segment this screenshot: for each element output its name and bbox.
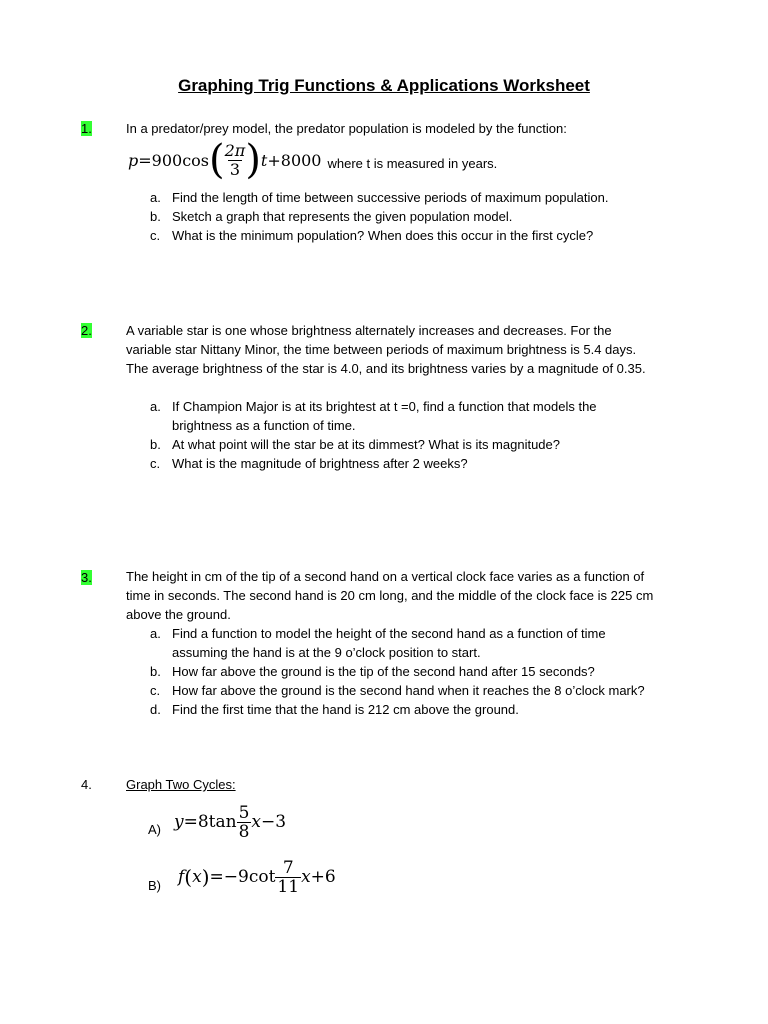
q2-item-b: At what point will the star be at its dimmest? What is its magnitude?: [172, 437, 561, 452]
q2-line-2: variable star Nittany Minor, the time between periods of maximum brightness is 5.4 days.: [126, 342, 637, 357]
q3-item-a: Find a function to model the height of the second hand as a function of time: [172, 626, 606, 641]
q3-item-b: How far above the ground is the tip of the second hand after 15 seconds?: [172, 664, 595, 679]
question-1-equation: [128, 136, 497, 184]
q1-item-a: Find the length of time between successive periods of maximum population.: [172, 190, 609, 205]
q2-item-c-letter: c.: [150, 456, 161, 471]
q4a-y: y: [174, 812, 184, 832]
question-2-number: 2.: [81, 323, 92, 338]
q3-item-a-letter: a.: [150, 626, 161, 641]
q4b-mid: =−9cot: [209, 867, 276, 887]
eq-where-note: where t is measured in years.: [327, 155, 498, 171]
eq-sign: =: [138, 150, 152, 170]
q3-line-2: time in seconds. The second hand is 20 cm long, and the middle of the clock face is 225 cm: [126, 588, 654, 603]
left-paren: (: [209, 137, 225, 183]
q4-b-label: B): [148, 878, 161, 893]
q2-item-a-cont: brightness as a function of time.: [172, 418, 356, 433]
q3-item-c: How far above the ground is the second hand when it reaches the 8 o’clock mark?: [172, 683, 645, 698]
q4b-rparen: ): [201, 865, 210, 889]
q4a-x: x: [251, 812, 262, 832]
q4-b-equation: [178, 851, 336, 903]
eq-tail: +8000: [267, 150, 322, 170]
eq-fraction: [225, 142, 246, 179]
eq-frac-num: 2π: [224, 140, 246, 160]
eq-coef: 900cos: [151, 150, 209, 170]
right-paren: ): [245, 137, 261, 183]
q1-item-c-letter: c.: [150, 228, 161, 243]
q4b-f: f: [178, 867, 185, 887]
q2-line-3: The average brightness of the star is 4.0, and its brightness varies by a magnitude of 0.35.: [126, 361, 646, 376]
q2-item-c: What is the magnitude of brightness after 2 weeks?: [172, 456, 468, 471]
q1-item-b-letter: b.: [150, 209, 161, 224]
q1-item-a-letter: a.: [150, 190, 161, 205]
q3-item-c-letter: c.: [150, 683, 161, 698]
question-3-number: 3.: [81, 570, 92, 585]
q3-line-3: above the ground.: [126, 607, 231, 622]
q3-item-d: Find the first time that the hand is 212 cm above the ground.: [172, 702, 519, 717]
q2-item-b-letter: b.: [150, 437, 161, 452]
q2-item-a-letter: a.: [150, 399, 161, 414]
q4a-num: 5: [238, 802, 250, 823]
q2-line-1: A variable star is one whose brightness alternately increases and decreases. For the: [126, 323, 612, 338]
q2-item-a: If Champion Major is at its brightest at t =0, find a function that models the: [172, 399, 597, 414]
q4a-den: 8: [238, 821, 250, 842]
q1-item-c: What is the minimum population? When does this occur in the first cycle?: [172, 228, 594, 243]
q4-heading: Graph Two Cycles:: [126, 777, 236, 792]
eq-lhs: p: [128, 150, 139, 170]
q4b-lparen: (: [184, 865, 193, 889]
q4b-fraction: [275, 859, 301, 896]
eq-var: t: [260, 150, 268, 170]
q4-a-equation: [174, 797, 286, 847]
q3-item-a-cont: assuming the hand is at the 9 o’clock position to start.: [172, 645, 481, 660]
q3-item-d-letter: d.: [150, 702, 161, 717]
q4b-tail: +6: [310, 867, 336, 887]
question-1-intro: In a predator/prey model, the predator population is modeled by the function:: [126, 121, 567, 136]
question-4-number: 4.: [81, 777, 92, 792]
q4a-fraction: [237, 804, 252, 841]
q4a-tail: −3: [261, 812, 287, 832]
q3-line-1: The height in cm of the tip of a second hand on a vertical clock face varies as a function of: [126, 569, 645, 584]
q3-item-b-letter: b.: [150, 664, 161, 679]
q4b-arg: x: [192, 867, 202, 887]
q4b-num: 7: [282, 857, 294, 878]
q4b-den: 11: [277, 876, 300, 897]
q1-item-b: Sketch a graph that represents the given population model.: [172, 209, 513, 224]
q4-a-label: A): [148, 822, 161, 837]
q4a-mid: =8tan: [183, 812, 237, 832]
page-title: Graphing Trig Functions & Applications Worksheet: [178, 76, 590, 95]
q4b-x: x: [301, 867, 311, 887]
question-1-number: 1.: [81, 121, 92, 136]
eq-frac-den: 3: [229, 159, 241, 179]
